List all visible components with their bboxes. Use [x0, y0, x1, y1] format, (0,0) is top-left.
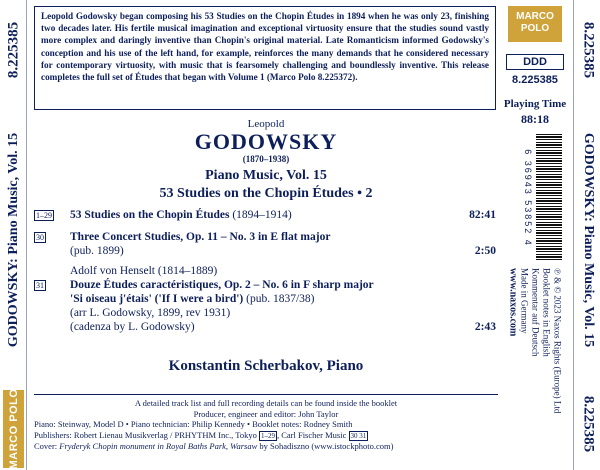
- footer-line: Piano: Steinway, Model D • Piano technician: Philip Kennedy • Booklet notes: Rodney Smith: [34, 419, 353, 429]
- rights-line: ℗ & © 2023 Naxos Rights (Europe) Ltd: [552, 268, 563, 414]
- track-subtitle: 'Si oiseau j'étais' ('If I were a bird'): [70, 293, 244, 305]
- footer-line: Publishers: Robert Lienau Musikverlag / PRHYTHM Inc., Tokyo 1–29 , Carl Fischer Music 30 31: [34, 429, 367, 440]
- right-spine-catalogue-top: 8.225385: [580, 21, 596, 79]
- catalogue-number: 8.225385: [512, 74, 558, 86]
- performer: Konstantin Scherbakov, Piano: [168, 358, 364, 374]
- website-link[interactable]: www.naxos.com: [507, 268, 519, 337]
- notes-german: Kommentar auf Deutsch: [530, 268, 541, 357]
- barcode-bars: [536, 134, 562, 262]
- barcode: [523, 130, 562, 266]
- right-spine: [573, 0, 600, 470]
- info-column: [502, 6, 568, 464]
- track-row: [34, 230, 498, 258]
- composer-last-name: GODOWSKY: [194, 129, 338, 154]
- divider: [34, 394, 498, 395]
- footer-credits: [34, 398, 498, 451]
- track-number: 1–29: [36, 211, 52, 220]
- ddd-badge: DDD: [506, 54, 564, 70]
- right-spine-catalogue-bottom: 8.225385: [580, 395, 596, 453]
- rights-credits: [502, 268, 568, 464]
- track-arr: (arr L. Godowsky, 1899, rev 1931): [70, 307, 231, 319]
- program: [34, 112, 498, 374]
- composer-dates: (1870–1938): [242, 154, 290, 164]
- track-cadenza: (cadenza by L. Godowsky): [70, 321, 195, 333]
- track-title: Douze Études caractéristiques, Op. 2 – No. 6 in F sharp major: [70, 279, 374, 291]
- left-spine: [0, 0, 27, 470]
- track-duration: 2:50: [474, 245, 496, 257]
- track-number: 31: [36, 281, 44, 290]
- barcode-digits: 6 36943 53852 4: [523, 149, 533, 247]
- made-in: Made in Germany: [519, 268, 530, 334]
- henselt-composer: [34, 264, 498, 278]
- composer-first-name: Leopold: [247, 118, 285, 130]
- right-spine-title: GODOWSKY: Piano Music, Vol. 15: [580, 132, 596, 348]
- playing-time-label: Playing Time: [503, 98, 567, 110]
- track-number: 30: [36, 233, 44, 242]
- footer-line: Producer, engineer and editor: John Taylor: [193, 408, 339, 419]
- footer-line: Cover: Fryderyk Chopin monument in Royal Baths Park, Warsaw by Sohadiszno (www.istockphoto.com): [34, 440, 394, 451]
- track-pub: (pub. 1837/38): [246, 293, 315, 305]
- track-title: Three Concert Studies, Op. 11 – No. 3 in E flat major: [70, 231, 331, 243]
- album-title: Piano Music, Vol. 15: [205, 168, 327, 183]
- marco-polo-logo: MARCO POLO: [508, 6, 562, 42]
- henselt-name: Adolf von Henselt: [70, 265, 155, 277]
- footer-line: A detailed track list and full recording details can be found inside the booklet: [134, 398, 398, 408]
- track-duration: 82:41: [469, 209, 496, 221]
- track-ref-box: 1–29: [260, 431, 275, 440]
- track-title: 53 Studies on the Chopin Études: [70, 209, 230, 221]
- track-detail: (1894–1914): [232, 209, 292, 221]
- notes-english: Booklet notes in English: [541, 268, 552, 357]
- track-list: [34, 208, 498, 342]
- track-duration: 2:43: [474, 321, 496, 333]
- description-box: Leopold Godowsky began composing his 53 Studies on the Chopin Études in 1894 when he was only 23, finishing two decades later. His fertile musical imagination and exceptional virtuosity ensure that the studies sound vastly more complex and daringly inventive than Chopin's original material. Late Romanticism informed Godowsky's conception and his use of the left hand, for example, reinforces the many demands that he considered necessary for contemporary virtuosity, with music that is fearsomely challenging and boundlessly inventive. This release completes the full set of Études that began with Volume 1 (Marco Polo 8.225372).: [34, 6, 496, 110]
- track-row: [34, 208, 498, 222]
- left-spine-title: GODOWSKY: Piano Music, Vol. 15: [5, 132, 21, 348]
- left-spine-catalogue: 8.225385: [5, 21, 21, 79]
- track-row: [34, 278, 498, 334]
- playing-time-value: 88:18: [521, 112, 549, 126]
- left-spine-label-logo: MARCO POLO: [3, 390, 24, 468]
- album-subtitle: 53 Studies on the Chopin Études • 2: [159, 186, 373, 201]
- henselt-dates: (1814–1889): [157, 265, 218, 277]
- track-detail: (pub. 1899): [70, 245, 124, 257]
- track-ref-box: 30 31: [350, 431, 367, 440]
